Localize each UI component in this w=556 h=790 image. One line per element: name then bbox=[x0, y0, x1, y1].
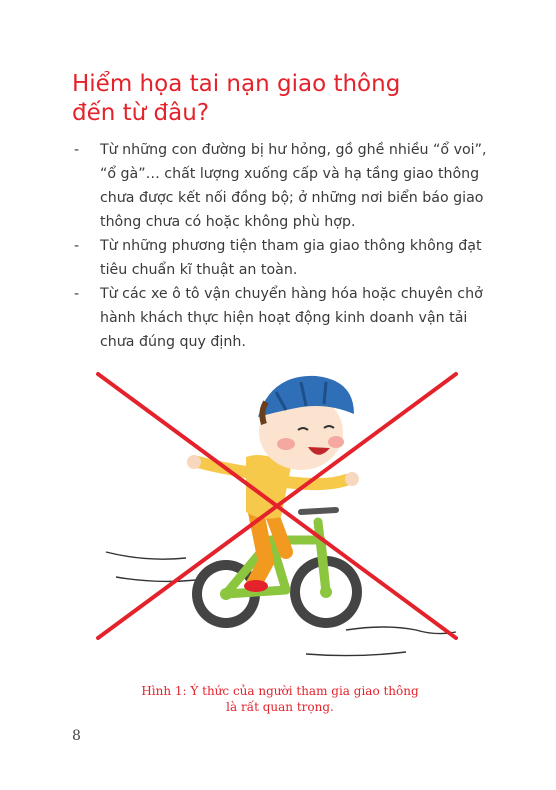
bullet-item bbox=[72, 282, 502, 354]
page-heading bbox=[72, 70, 492, 128]
bullet-text: Từ những phương tiện tham gia giao thông không đạt tiêu chuẩn kĩ thuật an toàn. bbox=[100, 238, 482, 278]
bullet-text: Từ các xe ô tô vận chuyển hàng hóa hoặc chuyên chở hành khách thực hiện hoạt động kinh doanh vận tải chưa đúng quy định. bbox=[100, 286, 483, 350]
bullet-list bbox=[72, 138, 502, 354]
bullet-text: Từ những con đường bị hư hỏng, gồ ghề nhiều “ổ voi”, “ổ gà”… chất lượng xuống cấp và hạ tầng giao thông chưa được kết nối đồng bộ; ở những nơi biển báo giao thông chưa có hoặc không phù hợp. bbox=[100, 142, 487, 230]
page-number: 8 bbox=[72, 728, 81, 744]
child-on-bike-illustration bbox=[86, 362, 466, 672]
bullet-dash: - bbox=[74, 142, 80, 158]
heading-line-1: Hiểm họa tai nạn giao thông bbox=[72, 71, 401, 97]
caption-line-1: Hình 1: Ý thức của người tham gia giao thông bbox=[141, 684, 419, 698]
bullet-item bbox=[72, 138, 502, 234]
bullet-item bbox=[72, 234, 502, 282]
bullet-dash: - bbox=[74, 286, 80, 302]
bullet-dash: - bbox=[74, 238, 80, 254]
figure-caption bbox=[100, 683, 460, 715]
heading-line-2: đến từ đâu? bbox=[72, 100, 210, 126]
handlebar bbox=[301, 510, 336, 512]
caption-line-2: là rất quan trọng. bbox=[226, 700, 334, 714]
